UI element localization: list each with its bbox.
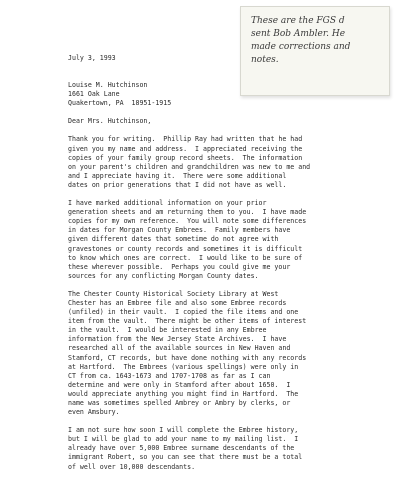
paragraph-line: and I appreciate having it. There were some additional xyxy=(68,171,287,180)
paragraph-line: copies of your family group record sheets. The information xyxy=(68,153,303,162)
paragraph-line: in dates for Morgan County Embrees. Family members have xyxy=(68,226,291,235)
paragraph-3 xyxy=(68,290,394,417)
address-line: 1661 Oak Lane xyxy=(68,90,120,99)
paragraph-line: given you my name and address. I appreciated receiving the xyxy=(68,144,303,153)
paragraph-line: already have over 5,000 Embree surname descendants of the xyxy=(68,444,295,453)
paragraph-line: Chester has an Embree file and also some Embree records xyxy=(68,298,287,307)
paragraph-line: but I will be glad to add your name to my mailing list. I xyxy=(68,435,299,444)
paragraph-line: item from the vault. There might be other items of interest xyxy=(68,317,307,326)
paragraph-line: of well over 10,000 descendants. xyxy=(68,462,196,471)
paragraph-line: dates on prior generations that I did not have as well. xyxy=(68,180,287,189)
paragraph-line: I have marked additional information on your prior xyxy=(68,199,267,208)
paragraph-line: name was sometimes spelled Ambrey or Ambry by clerks, or xyxy=(68,399,291,407)
paragraph-line: (unfiled) in their vault. I copied the file items and one xyxy=(68,308,299,317)
paragraph-1 xyxy=(68,135,394,190)
paragraph-line: to know which ones are correct. I would like to be sure of xyxy=(68,253,303,262)
note-line: These are the FGS d xyxy=(251,16,345,26)
paragraph-4 xyxy=(68,426,394,471)
paragraph-line: sources for any conflicting Morgan County dates. xyxy=(68,271,259,280)
paragraph-line: Stamford, CT records, but have done nothing with any records xyxy=(68,353,307,362)
note-line: made corrections and xyxy=(251,42,351,52)
paragraph-line: The Chester County Historical Society Library at West xyxy=(68,289,279,298)
paragraph-line: copies for my own reference. You will note some differences xyxy=(68,217,307,226)
paragraph-line: at Hartford. The Embrees (various spellings) were only in xyxy=(68,362,299,371)
note-line: sent Bob Ambler. He xyxy=(251,29,346,39)
paragraph-line: would appreciate anything you might find in Hartford. The xyxy=(68,389,299,398)
paragraph-line: information from the New Jersey State Archives. I have xyxy=(68,335,287,344)
paragraph-line: I am not sure how soon I will complete the Embree history, xyxy=(68,426,299,435)
paragraph-line: researched all of the available sources in New Haven and xyxy=(68,344,291,353)
paragraph-line: given different dates that sometime do not agree with xyxy=(68,235,279,244)
salutation: Dear Mrs. Hutchinson, xyxy=(68,117,152,126)
address-line: Quakertown, PA 18951-1915 xyxy=(68,99,172,108)
recipient-address xyxy=(68,81,394,108)
paragraph-line: even Amsbury. xyxy=(68,408,120,417)
note-line: notes. xyxy=(251,55,279,65)
paragraph-line: these wherever possible. Perhaps you could give me your xyxy=(68,262,291,271)
address-line: Louise M. Hutchinson xyxy=(68,81,148,90)
letter-body xyxy=(68,54,394,481)
paragraph-2 xyxy=(68,199,394,281)
paragraph-line: on your parent's children and grandchildren was new to me and xyxy=(68,162,311,171)
letter-date: July 3, 1993 xyxy=(68,54,116,62)
paragraph-line: in the vault. I would be interested in any Embree xyxy=(68,326,267,335)
paragraph-line: gravestones or county records and sometimes it is difficult xyxy=(68,244,303,253)
paragraph-line: generation sheets and am returning them to you. I have made xyxy=(68,208,307,217)
paragraph-line: CT from ca. 1643-1673 and 1707-1708 as far as I can xyxy=(68,371,271,380)
paragraph-line: determine and were only in Stamford after about 1650. I xyxy=(68,380,291,389)
paragraph-line: immigrant Robert, so you can see that there must be a total xyxy=(68,453,303,462)
paragraph-line: Thank you for writing. Phillip Ray had written that he had xyxy=(68,135,303,144)
